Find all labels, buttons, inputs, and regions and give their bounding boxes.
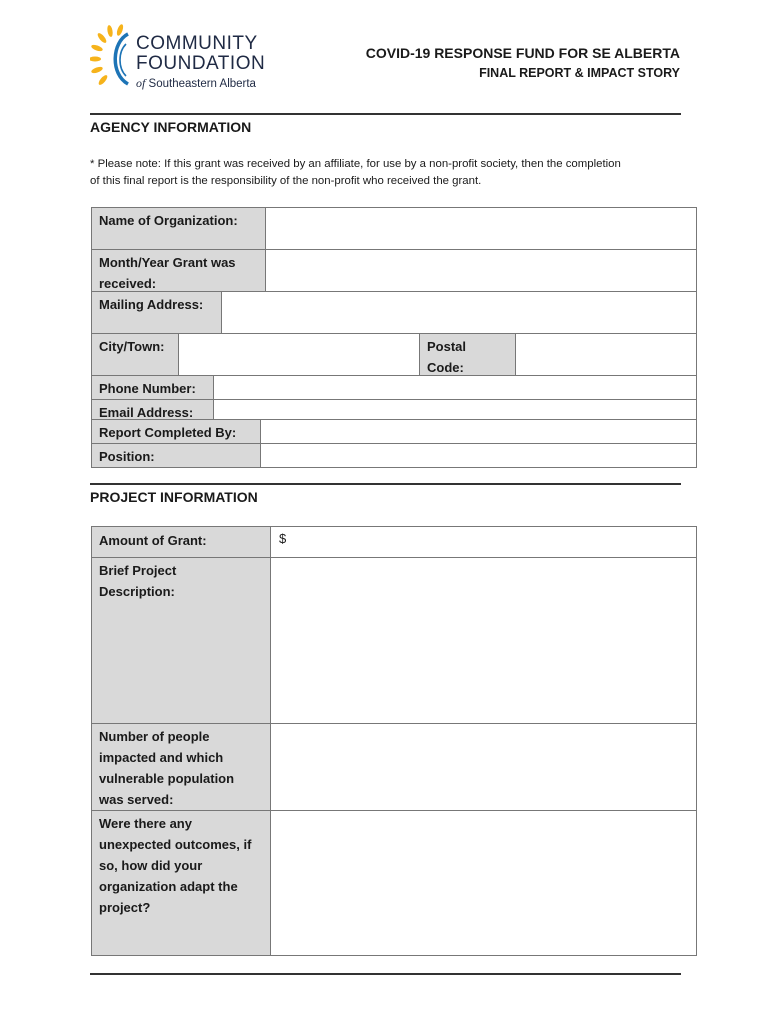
report-completed-by-field[interactable] bbox=[261, 420, 697, 444]
org-name-field[interactable] bbox=[266, 208, 697, 250]
project-description-label: Brief Project Description: bbox=[92, 558, 271, 724]
project-form bbox=[91, 526, 697, 956]
agency-form-5 bbox=[91, 419, 697, 468]
header-divider bbox=[90, 113, 681, 115]
phone-field[interactable] bbox=[214, 376, 697, 400]
unexpected-outcomes-label: Were there any unexpected outcomes, if so, how did your organization adapt the project? bbox=[92, 811, 271, 956]
mailing-address-label: Mailing Address: bbox=[92, 292, 222, 334]
grant-amount-field[interactable] bbox=[271, 527, 697, 558]
city-field[interactable] bbox=[179, 334, 420, 379]
org-name-label: Name of Organization: bbox=[92, 208, 266, 250]
dollar-sign: $ bbox=[279, 531, 287, 546]
position-field[interactable] bbox=[261, 444, 697, 468]
sunburst-logo-icon bbox=[90, 22, 134, 94]
position-label: Position: bbox=[92, 444, 261, 468]
agency-section-heading: AGENCY INFORMATION bbox=[90, 119, 252, 135]
footer-divider bbox=[90, 973, 681, 975]
agency-form-3 bbox=[91, 333, 697, 379]
project-section-heading: PROJECT INFORMATION bbox=[90, 489, 258, 505]
document-title: COVID-19 RESPONSE FUND FOR SE ALBERTA bbox=[365, 45, 680, 61]
logo-line-3: of Southeastern Alberta bbox=[136, 76, 256, 90]
document-subtitle: FINAL REPORT & IMPACT STORY bbox=[479, 66, 680, 80]
affiliate-note: * Please note: If this grant was received by an affiliate, for use by a non-profit society, then the completion of this final report is the responsibility of the non-profit who received the grant. bbox=[90, 158, 621, 187]
people-impacted-field[interactable] bbox=[271, 724, 697, 811]
logo-line-2: FOUNDATION bbox=[136, 53, 266, 74]
agency-form-1 bbox=[91, 207, 697, 295]
email-label: Email Address: bbox=[92, 400, 214, 424]
people-impacted-label: Number of people impacted and which vulnerable population was served: bbox=[92, 724, 271, 811]
report-completed-by-label: Report Completed By: bbox=[92, 420, 261, 444]
logo-line-1: COMMUNITY bbox=[136, 33, 258, 54]
agency-form-4 bbox=[91, 375, 697, 424]
unexpected-outcomes-field[interactable] bbox=[271, 811, 697, 956]
grant-month-year-field[interactable] bbox=[266, 250, 697, 295]
phone-label: Phone Number: bbox=[92, 376, 214, 400]
agency-form-2 bbox=[91, 291, 697, 334]
city-label: City/Town: bbox=[92, 334, 179, 379]
section-divider bbox=[90, 483, 681, 485]
community-foundation-logo bbox=[90, 22, 290, 94]
postal-code-label: Postal Code: bbox=[420, 334, 516, 379]
grant-amount-label: Amount of Grant: bbox=[92, 527, 271, 558]
grant-month-year-label: Month/Year Grant was received: bbox=[92, 250, 266, 295]
postal-code-field[interactable] bbox=[516, 334, 697, 379]
project-description-field[interactable] bbox=[271, 558, 697, 724]
mailing-address-field[interactable] bbox=[222, 292, 697, 334]
